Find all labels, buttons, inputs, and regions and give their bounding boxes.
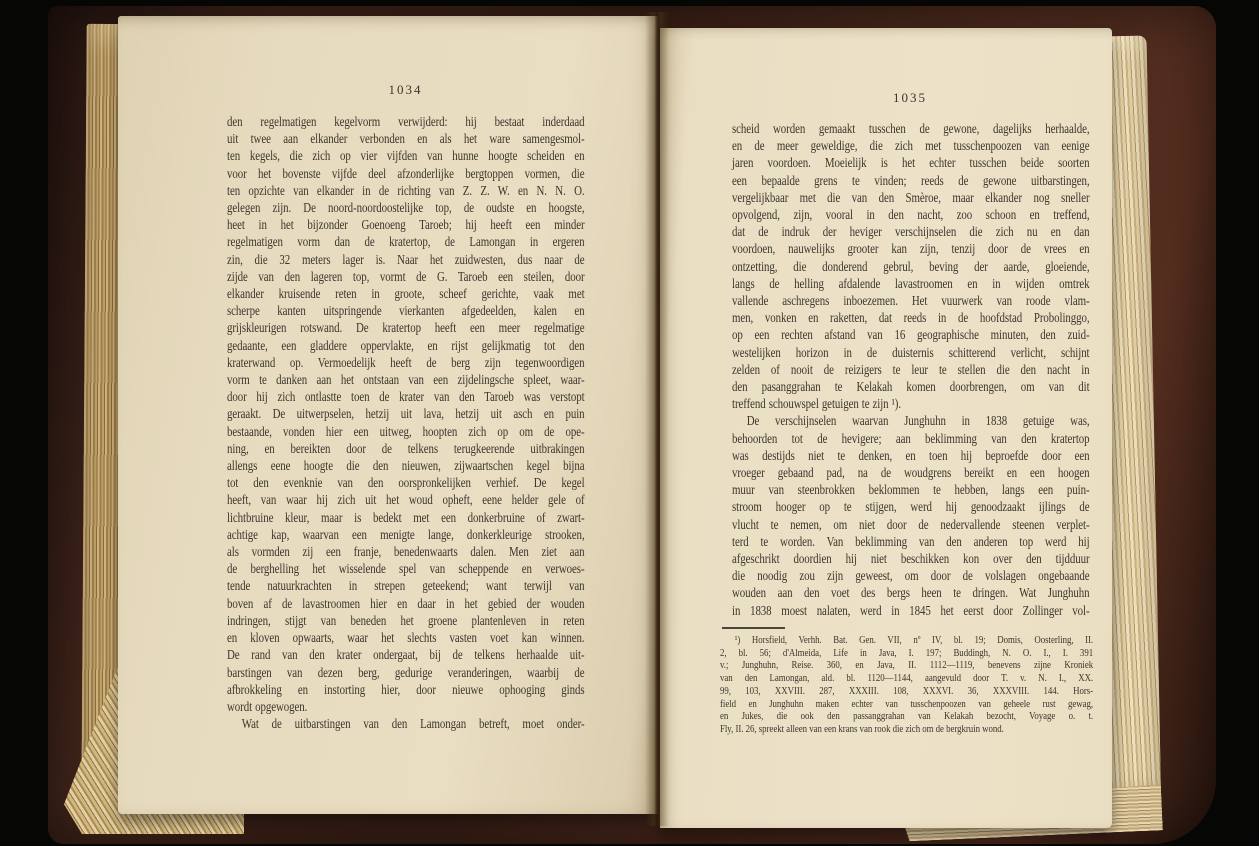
text-line: heeft, van waar hij zich uit het woud opheft, eene helder gele of (227, 492, 585, 508)
text-line: gelegen zijn. De noord-noordoostelijke top, de oudste en hoogste, (227, 200, 585, 216)
text-line: afgeschrikt doordien hij niet beschikken kon over den tijdduur (732, 551, 1090, 567)
text-line: op een rechten afstand van 16 geographische minuten, den zuid- (732, 327, 1090, 343)
text-line: v.; Junghuhn, Reise. 360, en Java, II. 1112—1119, benevens zijne Kroniek (720, 659, 1094, 672)
text-line: Wat de uitbarstingen van den Lamongan betreft, moet onder- (241, 716, 585, 732)
text-line: stroom hooger op te stijgen, werd hij genoodzaakt ijlings de (732, 499, 1090, 515)
text-line: behoorden tot de hevigere; aan beklimming van den kratertop (732, 430, 1090, 446)
text-line: langs de helling afdalende lavastroomen en in wijden omtrek (732, 275, 1090, 291)
text-line: kraterwand op. Vermoedelijk heeft de berg zijn tegenwoordigen (227, 354, 585, 370)
text-line: zelden of nooit de reizigers te leur te stellen die den nacht in (732, 361, 1090, 377)
gutter-shadow (645, 12, 669, 826)
page-number-left: 1034 (388, 82, 423, 97)
text-line: ontzetting, die donderend gebrul, beving der aarde, gloeiende, (732, 258, 1090, 274)
text-line: ten kegels, die zich op vier vijfden van hunne hoogte scheiden en (227, 148, 585, 164)
text-line: door hij zich ontlastte toen de krater van den Taroeb was verstopt (227, 389, 585, 405)
text-line: scheid worden gemaakt tusschen de gewone, dagelijks herhaalde, (732, 121, 1090, 136)
text-line: zin, die 32 meters lager is. Naar het zuidwesten, dus naar de (227, 251, 585, 267)
text-line: den pasanggrahan te Kelakah komen doorbrengen, om van dit (732, 379, 1090, 395)
left-page-text (227, 113, 585, 732)
paragraph (227, 113, 585, 715)
text-line: dat de indruk der heviger verschijnselen die zich nu en dan (732, 224, 1090, 240)
text-line: indringen, stijgt van beneden het groene plantenleven in reten (227, 612, 585, 628)
paragraph (720, 634, 1093, 736)
text-line: een bepaalde grens te vinden; reeds de gewone uitbarstingen, (732, 172, 1090, 188)
text-line: barstingen van dezen berg, gedurige veranderingen, waarbij de (227, 664, 585, 680)
text-line: geraakt. De uitwerpselen, hetzij uit lava, hetzij uit asch en puin (227, 406, 585, 422)
text-line: opvolgend, zijn, vooral in den nacht, zoo schoon en treffend, (732, 207, 1090, 223)
text-line: muur van steenbrokken beklommen te hebben, langs een puin- (732, 482, 1090, 498)
text-line: scherpe kanten uitspringende vierkanten afgedeelden, kalen en (227, 303, 585, 319)
text-line: De verschijnselen waarvan Junghuhn in 1838 getuige was, (746, 413, 1090, 429)
text-line: en kloven opwaarts, waar het slechts vasten voet kan winnen. (227, 630, 585, 646)
text-line: die noodig zou zijn geweest, om door de volslagen ongebaande (732, 568, 1090, 584)
footnote-text (720, 634, 1093, 736)
text-line: heet in het bijzonder Goenoeng Taroeb; hij heeft een minder (227, 217, 585, 233)
text-line: tot den evenknie van den oorspronkelijken verhief. De kegel (227, 475, 585, 491)
text-line: 99, 103, XXVIII. 287, XXXIII. 108, XXXVI. 36, XXXVIII. 144. Hors- (720, 684, 1094, 697)
text-line: field en Junghuhn maken echter van tusschenpoozen van geheele rust gewag, (720, 697, 1094, 710)
text-line: westelijken horizon in de duisternis schitterend verlicht, schijnt (732, 344, 1090, 360)
text-line: achtige kap, waarvan een menigte lange, donkerkleurige strooken, (227, 526, 585, 542)
paragraph (732, 120, 1090, 412)
text-line: vergelijkbaar met die van den Smèroe, maar elkander nog sneller (732, 189, 1090, 205)
text-line: uit twee aan elkander verbonden en als het ware samengesmol- (227, 131, 585, 147)
right-page-text (732, 120, 1090, 619)
text-line: en Jukes, die ook den passanggrahan van Kelakah bezocht, Voyage o. t. (720, 710, 1094, 723)
text-line: ning, en bereikten door de telkens terugkeerende uitbrakingen (227, 440, 585, 456)
text-line: voor het bovenste vijfde deel afzonderlijke bergtoppen vormen, die (227, 165, 585, 181)
text-line: men, vonken en raketten, dat reeds in de hoofdstad Probolinggo, (732, 310, 1090, 326)
text-line: en de meer geweldige, die zich met tusschenpoozen van eenige (732, 138, 1090, 154)
text-line: ten opzichte van elkander in de richting van Z. Z. W. en N. N. O. (227, 182, 585, 198)
text-line: vallende aschregens inboezemen. Het vuurwerk van roode vlam- (732, 293, 1090, 309)
text-line: gedaante, een gladdere oppervlakte, en rijst gelijkmatig tot den (227, 337, 585, 353)
text-line: afbrokkeling en instorting hier, door nieuwe ophooging ginds (227, 681, 585, 697)
text-line: allengs eene hoogte die den nieuwen, zijwaartschen kegel bijna (227, 458, 585, 474)
text-line: de berghelling het wisselende spel van scheppende en verwoes- (227, 561, 585, 577)
text-line: wordt opgewogen. (227, 698, 308, 714)
text-line: elkander kruisende reten in groote, scheef gerichte, vaak met (227, 286, 585, 302)
text-line: vroeger gebaand pad, na de woudgrens bereikt en een hoogen (732, 465, 1090, 481)
text-line: zijde van den lageren top, vormt de G. Taroeb een steilen, door (227, 268, 585, 284)
text-line: De rand van den krater ondergaat, bij de telkens herhaalde uit- (227, 647, 585, 663)
page-number-right: 1035 (893, 90, 927, 105)
text-line: terd te worden. Van beklimming van den anderen top werd hij (732, 533, 1090, 549)
text-line: vlucht te nemen, om niet door de nedervallende steenen verplet- (732, 516, 1090, 532)
text-line: grijskleurigen rotswand. De kratertop heeft een meer regelmatige (227, 320, 585, 336)
text-line: regelmatigen vorm dan de kratertop, de Lamongan in ergeren (227, 234, 585, 250)
text-line: wouden aan den voet des bergs heen te dringen. Wat Junghuhn (732, 585, 1090, 601)
text-line: bestaande, vonden hier een uitweg, hoopten zich op om de ope- (227, 423, 585, 439)
text-line: den regelmatigen kegelvorm verwijderd: hij bestaat inderdaad (227, 114, 585, 129)
text-line: tende natuurkrachten in strepen geteekend; want terwijl van (227, 578, 585, 594)
text-line: vorm te danken aan het ontstaan van een zijdelingsche spleet, waar- (227, 372, 585, 388)
text-line: als vormden zij een franje, benedenwaarts dalen. Men ziet aan (227, 544, 585, 560)
text-line: treffend schouwspel getuigen te zijn ¹). (732, 396, 901, 412)
text-line: voordoen, nauwelijks grooter kan zijn, tenzij door de vrees en (732, 241, 1090, 257)
text-line: 2, bl. 56; d'Almeida, Life in Java, I. 197; Buddingh, N. O. I., I. 391 (720, 646, 1094, 659)
text-line: ¹) Horsfield, Verhh. Bat. Gen. VII, nº IV, bl. 19; Domis, Oosterling, II. (734, 634, 1094, 646)
text-line: van den Lamongan, ald. bl. 1120—1144, aangevuld door T. v. N. I., XX. (720, 672, 1094, 685)
text-line: lichtbruine kleur, maar is bedekt met een donkerbruine of zwart- (227, 509, 585, 525)
text-line: boven af de lavastroomen hier en daar in het gebied der wouden (227, 595, 585, 611)
paragraph (227, 715, 585, 732)
text-line: Fly, II. 26, spreekt alleen van een krans van rook die zich om de bergkruin wond. (720, 722, 1004, 735)
text-line: in 1838 moest nalaten, werd in 1845 het eerst door Zollinger vol- (732, 602, 1090, 618)
text-line: was destijds niet te denken, en toen hij beproefde door een (732, 447, 1090, 463)
text-line: jaren voordoen. Moeielijk is het echter tusschen beide soorten (732, 155, 1090, 171)
footnote-separator (722, 627, 785, 629)
paragraph (732, 412, 1090, 618)
